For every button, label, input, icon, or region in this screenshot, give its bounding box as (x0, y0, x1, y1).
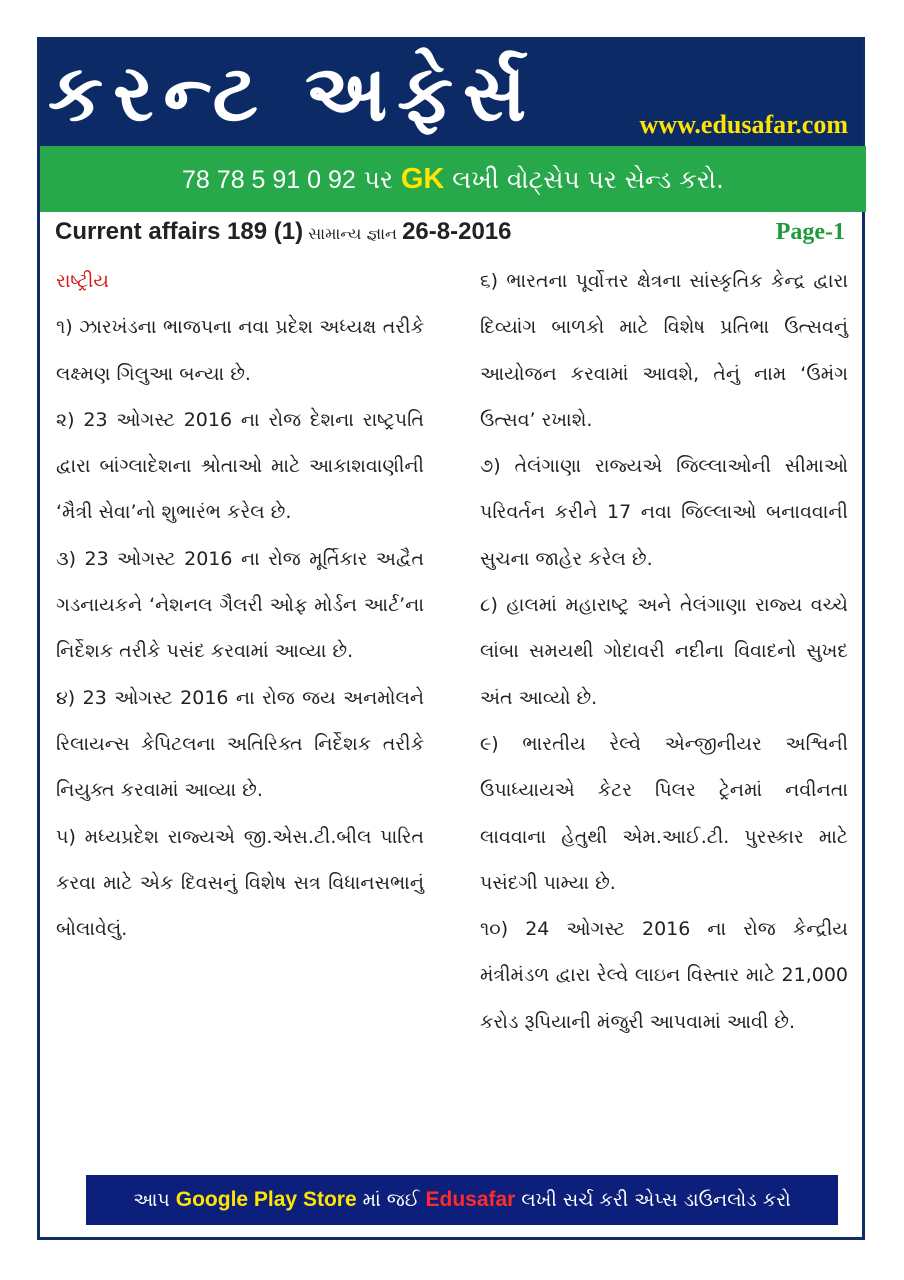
news-item-3: ૩) 23 ઓગસ્ટ 2016 ના રોજ મૂર્તિકાર અદ્વૈત ગડનાયકને ‘નેશનલ ગૈલરી ઓફ મોર્ડન આર્ટ’ના નિર્દેશક તરીકે પસંદ કરવામાં આવ્યા છે. (56, 547, 424, 663)
left-column (56, 258, 424, 952)
whatsapp-text-after: લખી વોટ્સેપ પર સેન્ડ કરો. (444, 165, 724, 194)
news-item-4: ૪) 23 ઓગસ્ટ 2016 ના રોજ જય અનમોલને રિલાયન્સ કેપિટલના અતિરિક્ત નિર્દેશક તરીકે નિયુક્ત કરવામાં આવ્યા છે. (56, 686, 424, 802)
news-item-2: ૨) 23 ઓગસ્ટ 2016 ના રોજ દેશના રાષ્ટ્રપતિ દ્વારા બાંગ્લાદેશના શ્રોતાઓ માટે આકાશવાણીની ‘મૈત્રી સેવા’નો શુભારંભ કરેલ છે. (56, 408, 424, 524)
issue-category: સામાન્ય જ્ઞાન (308, 224, 397, 243)
whatsapp-number: 78 78 5 91 0 92 (182, 166, 356, 194)
footer-text-1: આપ (133, 1189, 176, 1211)
right-column (480, 258, 848, 1045)
section-heading: રાષ્ટ્રીય (56, 270, 109, 292)
whatsapp-gk-keyword: GK (400, 163, 445, 195)
issue-date: 26-8-2016 (402, 218, 512, 245)
footer-text-2: માં જઈ (356, 1189, 426, 1211)
issue-title: Current affairs 189 (1) (55, 218, 304, 245)
news-item-9: ૯) ભારતીય રેલ્વે એન્જીનીયર અશ્વિની ઉપાધ્યાયએ કેટર પિલર ટ્રેનમાં નવીનતા લાવવાના હેતુથી એમ.આઈ.ટી. પુરસ્કાર માટે પસંદગી પામ્યા છે. (480, 732, 848, 894)
news-item-8: ૮) હાલમાં મહારાષ્ટ્ર અને તેલંગાણા રાજ્ય વચ્ચે લાંબા સમયથી ગોદાવરી નદીના વિવાદનો સુખદ અંત આવ્યો છે. (480, 594, 848, 709)
app-download-banner (86, 1175, 838, 1225)
footer-store-name: Google Play Store (175, 1188, 357, 1211)
news-item-1: ૧) ઝારખંડના ભાજપના નવા પ્રદેશ અધ્યક્ષ તરીકે લક્ષ્મણ ગિલુઆ બન્યા છે. (56, 316, 424, 385)
whatsapp-text-before: પર (355, 165, 401, 194)
news-item-5: ૫) મધ્યપ્રદેશ રાજ્યએ જી.એસ.ટી.બીલ પારિત કરવા માટે એક દિવસનું વિશેષ સત્ર વિધાનસભાનું બોલાવેલું. (56, 825, 424, 941)
page-number: Page-1 (775, 219, 845, 245)
footer-brand-name: Edusafar (425, 1188, 516, 1211)
news-item-10: ૧૦) 24 ઓગસ્ટ 2016 ના રોજ કેન્દ્રીય મંત્રીમંડળ દ્વારા રેલ્વે લાઇન વિસ્તાર માટે 21,000 કરોડ રૂપિયાની મંજુરી આપવામાં આવી છે. (480, 918, 848, 1033)
news-item-6: ૬) ભારતના પૂર્વોત્તર ક્ષેત્રના સાંસ્કૃતિક કેન્દ્ર દ્વારા દિવ્યાંગ બાળકો માટે વિશેષ પ્રતિભા ઉત્સવનું આયોજન કરવામાં આવશે, તેનું નામ ‘ઉમંગ ઉત્સવ’ રખાશે. (480, 270, 848, 431)
footer-text-3: લખી સર્ચ કરી એપ્સ ડાઉનલોડ કરો (515, 1189, 791, 1211)
whatsapp-banner (40, 146, 866, 212)
header-title: કરન્ટ અફેર્સ (48, 49, 537, 139)
document-subheader (55, 214, 845, 250)
news-item-7: ૭) તેલંગાણા રાજ્યએ જિલ્લાઓની સીમાઓ પરિવર્તન કરીને 17 નવા જિલ્લાઓ બનાવવાની સુચના જાહેર કરેલ છે. (480, 455, 848, 570)
website-link[interactable]: www.edusafar.com (639, 110, 848, 139)
